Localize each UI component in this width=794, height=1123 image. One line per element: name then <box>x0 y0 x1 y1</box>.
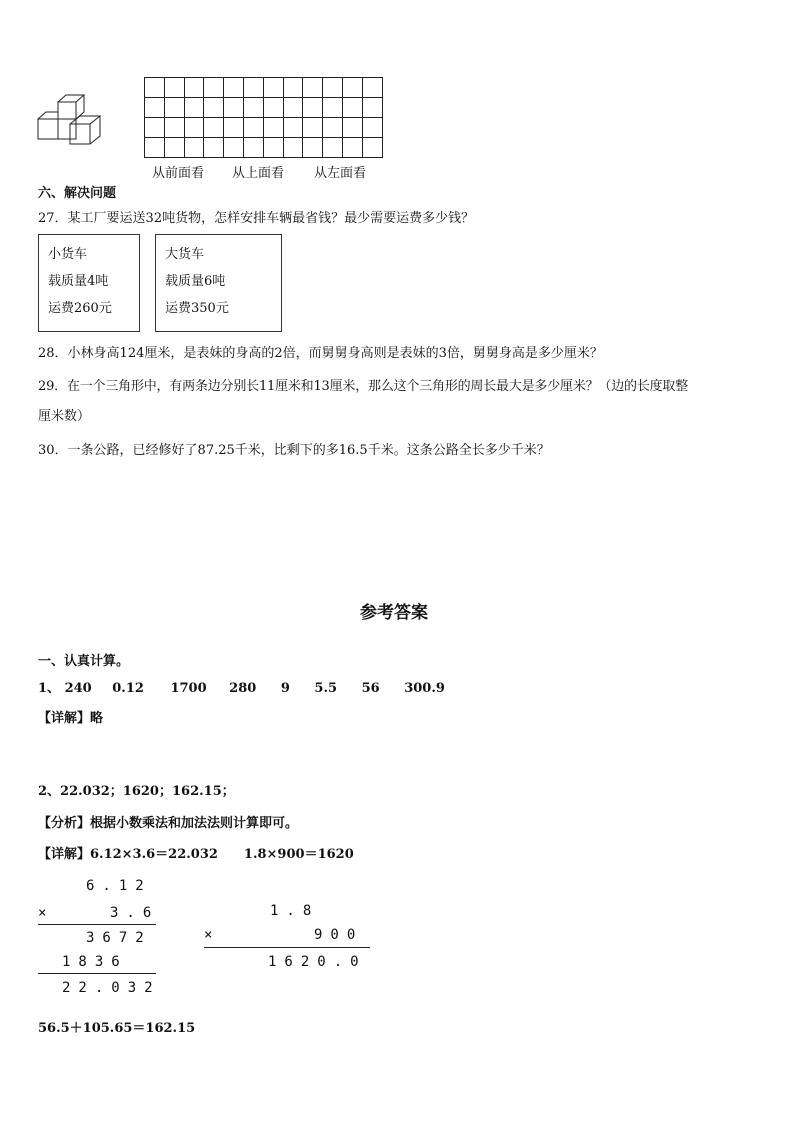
question-28: 28．小林身高124厘米，是表妹的身高的2倍，而舅舅身高则是表妹的3倍，舅舅身高是多少厘米？ <box>38 346 603 361</box>
section-heading: 六、解决问题 <box>38 186 117 201</box>
answer-1-value: 280 <box>229 681 257 696</box>
small-truck-box <box>38 234 140 332</box>
answer-2-analysis: 【分析】根据小数乘法和加法法则计算即可。 <box>38 816 299 831</box>
answer-1-value: 0.12 <box>112 681 144 696</box>
answer-1-value: 56 <box>361 681 380 696</box>
question-29-line2: 厘米数） <box>38 409 91 424</box>
small-truck-fee: 运费260元 <box>48 301 112 316</box>
big-truck-box <box>155 234 282 332</box>
answer-1-value: 1700 <box>170 681 207 696</box>
calc1-line-1 <box>38 924 156 925</box>
answer-1-value: 5.5 <box>314 681 338 696</box>
calc1-partial-1: 3672 <box>86 930 152 946</box>
answer-2-line: 2、22.032；1620；162.15； <box>38 784 235 799</box>
question-29-line1: 29．在一个三角形中，有两条边分别长11厘米和13厘米，那么这个三角形的周长最大是多少厘米？（边的长度取整 <box>38 379 689 394</box>
drawing-grid <box>144 77 383 158</box>
question-30: 30．一条公路，已经修好了87.25千米，比剩下的多16.5千米。这条公路全长多少千米？ <box>38 443 550 458</box>
calc2-line <box>204 947 370 948</box>
question-27: 27．某工厂要运送32吨货物，怎样安排车辆最省钱？最少需要运费多少钱？ <box>38 211 475 226</box>
answer-1-label: 1、 <box>38 681 61 696</box>
calc2-multiplicand: 1.8 <box>270 903 320 919</box>
big-truck-capacity: 载质量6吨 <box>165 274 226 289</box>
view-label-front: 从前面看 <box>152 166 205 181</box>
calc1-product: 22.032 <box>62 980 161 996</box>
calc1-multiplicand: 6.12 <box>86 878 152 894</box>
answer-2-detail: 【详解】6.12×3.6＝22.032 1.8×900＝1620 <box>38 847 354 862</box>
calc1-partial-2: 1836 <box>62 954 128 970</box>
calc1-line-2 <box>38 973 156 974</box>
answers-title: 参考答案 <box>360 603 428 623</box>
answer-1-row <box>38 677 445 696</box>
answer-1-detail: 【详解】略 <box>38 711 104 726</box>
calc2-times-sign: × <box>204 927 221 943</box>
calc2-multiplier: 900 <box>314 927 364 943</box>
calc1-multiplier: 3.6 <box>110 905 160 921</box>
answer-2-sum: 56.5＋105.65＝162.15 <box>38 1021 196 1036</box>
small-truck-name: 小货车 <box>48 247 88 262</box>
answer-1-value: 240 <box>64 681 92 696</box>
answer-1-value: 9 <box>280 681 290 696</box>
calc2-product: 1620.0 <box>268 954 367 970</box>
calc1-times-sign: × <box>38 905 55 921</box>
cube-figure <box>36 92 108 148</box>
view-label-left: 从左面看 <box>314 166 367 181</box>
answers-section1-heading: 一、认真计算。 <box>38 654 130 669</box>
big-truck-fee: 运费350元 <box>165 301 229 316</box>
big-truck-name: 大货车 <box>165 247 205 262</box>
view-label-top: 从上面看 <box>232 166 285 181</box>
answer-1-value: 300.9 <box>404 681 445 696</box>
small-truck-capacity: 载质量4吨 <box>48 274 109 289</box>
